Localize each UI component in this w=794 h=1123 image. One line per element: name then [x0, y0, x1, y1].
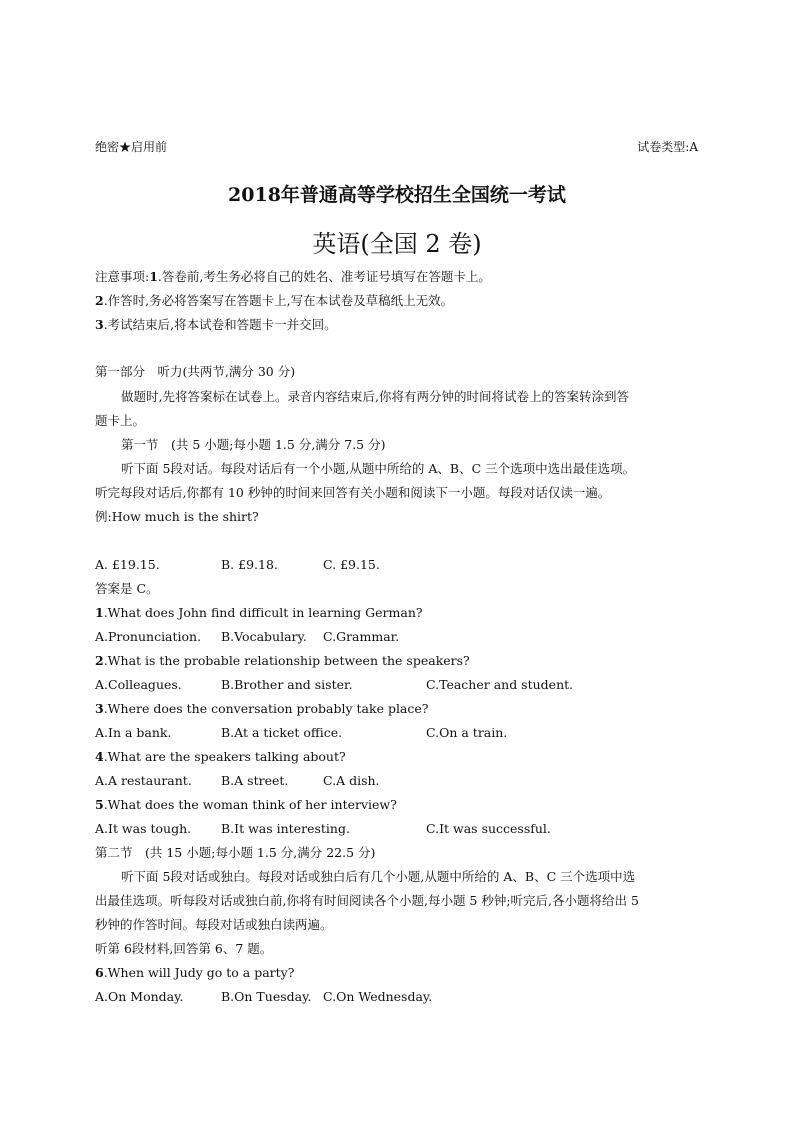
note-2-text: .作答时,务必将答案写在答题卡上,写在本试卷及草稿纸上无效。	[103, 293, 454, 308]
section1-instruction-line2: 听完每段对话后,你都有 10 秒钟的时间来回答有关小题和阅读下一小题。每段对话仅读一遍。	[95, 485, 611, 500]
question-text: .When will Judy go to a party?	[103, 965, 295, 980]
q2-option-a: A.Colleagues.	[95, 677, 182, 692]
question-text: .What does John find difficult in learning German?	[103, 605, 423, 620]
q2-option-b: B.Brother and sister.	[221, 677, 353, 692]
question-number: 5	[95, 797, 104, 812]
note-2-number: 2	[95, 293, 104, 308]
confidential-mark: 绝密★启用前	[95, 140, 168, 154]
question-text: .What are the speakers talking about?	[103, 749, 346, 764]
note-1-text: .答卷前,考生务必将自己的姓名、准考证号填写在答题卡上。	[157, 269, 491, 284]
q5-option-c: C.It was successful.	[426, 821, 551, 836]
section2-instruction-line3: 秒钟的作答时间。每段对话或独白读两遍。	[95, 917, 333, 932]
q4-option-a: A.A restaurant.	[95, 773, 192, 788]
q6-option-a: A.On Monday.	[95, 989, 184, 1004]
exam-subtitle: 英语(全国 2 卷)	[312, 230, 482, 258]
exam-title: 2018年普通高等学校招生全国统一考试	[228, 184, 566, 206]
note-2	[95, 293, 453, 309]
question-2	[95, 653, 470, 669]
example-option-c: C. £9.15.	[323, 557, 380, 572]
question-text: .What does the woman think of her interview?	[103, 797, 397, 812]
note-1-number: 1	[149, 269, 158, 284]
section2-instruction-line1: 听下面 5段对话或独白。每段对话或独白后有几个小题,从题中所给的 A、B、C 三个选项中选	[121, 869, 636, 884]
notes-label: 注意事项:	[95, 269, 150, 284]
question-3	[95, 701, 429, 717]
q6-option-b: B.On Tuesday.	[221, 989, 312, 1004]
question-number: 4	[95, 749, 104, 764]
note-3	[95, 317, 337, 333]
note-3-text: .考试结束后,将本试卷和答题卡一并交回。	[103, 317, 337, 332]
question-1	[95, 605, 423, 621]
note-1	[95, 269, 491, 285]
example-question: 例:How much is the shirt?	[95, 509, 259, 524]
paper-type: 试卷类型:A	[637, 140, 698, 154]
material-6-intro: 听第 6段材料,回答第 6、7 题。	[95, 941, 273, 956]
q5-option-a: A.It was tough.	[95, 821, 192, 836]
part1-instruction-line2: 题卡上。	[95, 413, 146, 428]
question-6	[95, 965, 294, 981]
section1-heading: 第一节 (共 5 小题;每小题 1.5 分,满分 7.5 分)	[121, 437, 386, 452]
section2-heading: 第二节 (共 15 小题;每小题 1.5 分,满分 22.5 分)	[95, 845, 376, 860]
question-5	[95, 797, 397, 813]
q2-option-c: C.Teacher and student.	[426, 677, 574, 692]
question-number: 6	[95, 965, 104, 980]
q3-option-c: C.On a train.	[426, 725, 508, 740]
section1-instruction-line1: 听下面 5段对话。每段对话后有一个小题,从题中所给的 A、B、C 三个选项中选出最佳选项。	[121, 461, 636, 476]
question-number: 1	[95, 605, 104, 620]
example-option-a: A. £19.15.	[95, 557, 160, 572]
example-option-b: B. £9.18.	[221, 557, 278, 572]
q4-option-b: B.A street.	[221, 773, 289, 788]
question-number: 3	[95, 701, 104, 716]
part1-heading: 第一部分 听力(共两节,满分 30 分)	[95, 364, 296, 379]
q3-option-b: B.At a ticket office.	[221, 725, 343, 740]
question-text: .Where does the conversation probably take place?	[103, 701, 429, 716]
q5-option-b: B.It was interesting.	[221, 821, 350, 836]
q4-option-c: C.A dish.	[323, 773, 380, 788]
q1-option-c: C.Grammar.	[323, 629, 400, 644]
example-answer: 答案是 C。	[95, 581, 159, 596]
note-3-number: 3	[95, 317, 104, 332]
q1-option-b: B.Vocabulary.	[221, 629, 307, 644]
q3-option-a: A.In a bank.	[95, 725, 172, 740]
q1-option-a: A.Pronunciation.	[95, 629, 202, 644]
section2-instruction-line2: 出最佳选项。听每段对话或独白前,你将有时间阅读各个小题,每小题 5 秒钟;听完后,各小题将给出 5	[95, 893, 639, 908]
part1-instruction-line1: 做题时,先将答案标在试卷上。录音内容结束后,你将有两分钟的时间将试卷上的答案转涂到答	[121, 389, 629, 404]
question-text: .What is the probable relationship between the speakers?	[103, 653, 470, 668]
q6-option-c: C.On Wednesday.	[323, 989, 433, 1004]
question-4	[95, 749, 346, 765]
question-number: 2	[95, 653, 104, 668]
